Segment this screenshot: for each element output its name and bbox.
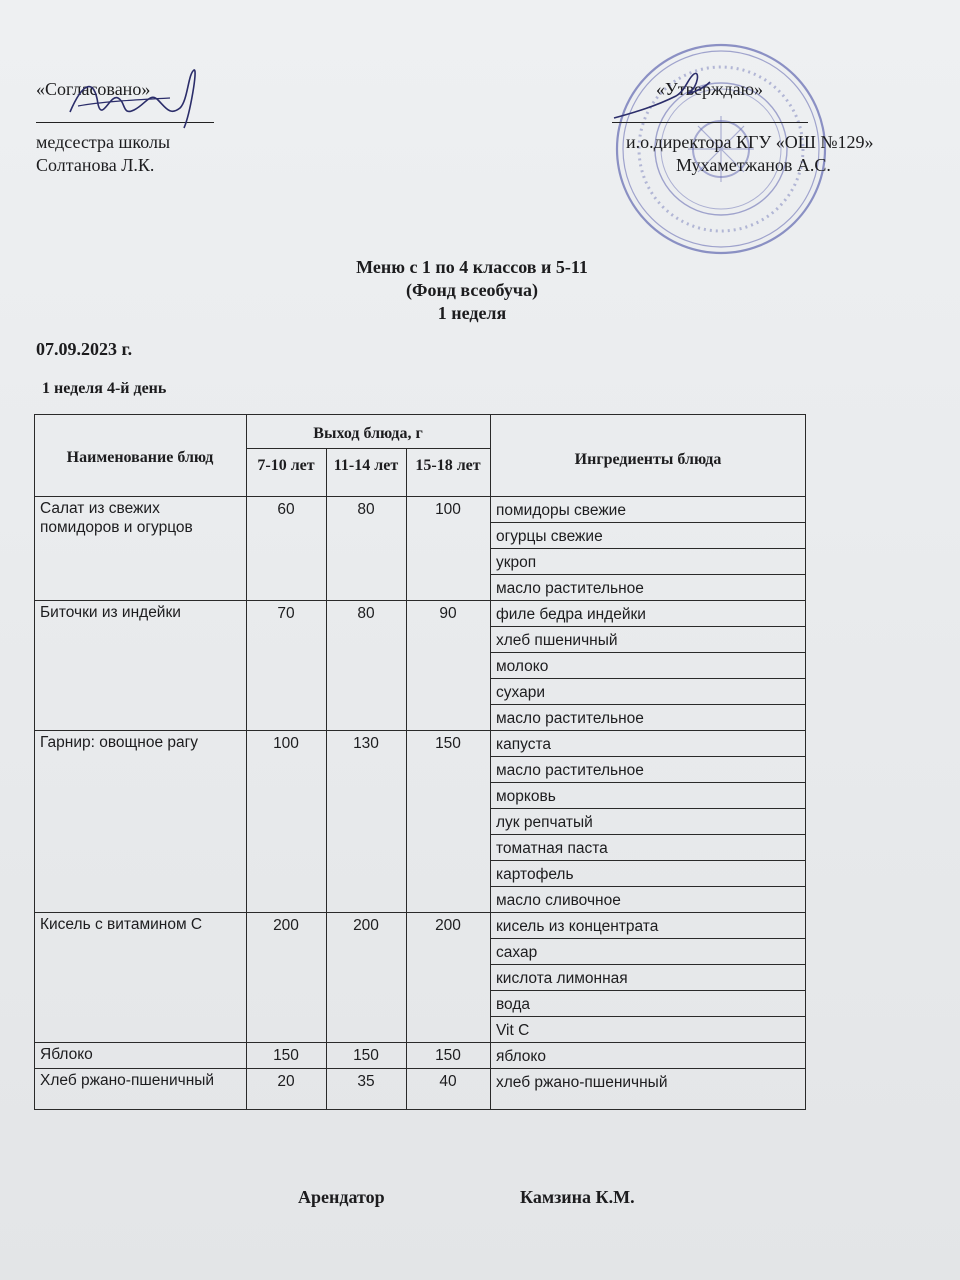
approval-right-position: и.о.директора КГУ «ОШ №129» (626, 132, 874, 152)
ingredient-row-line (490, 652, 806, 653)
ingredient: капуста (496, 736, 552, 753)
ingredient: масло сливочное (496, 892, 621, 909)
table-border-left (34, 414, 35, 1110)
footer-role: Арендатор (298, 1187, 385, 1207)
yield-15-18: 90 (439, 605, 457, 622)
dish-row-line (34, 912, 806, 913)
approval-right-signature (606, 66, 726, 126)
ingredient-row-line (490, 860, 806, 861)
column-divider (490, 414, 491, 1110)
dish-name: Хлеб ржано-пшеничный (40, 1072, 215, 1089)
yield-15-18: 150 (435, 735, 461, 752)
ingredient: вода (496, 996, 531, 1013)
header-age-11-14: 11-14 лет (333, 457, 399, 474)
dish-name: Гарнир: овощное рагу (40, 734, 199, 751)
yield-7-10: 60 (277, 501, 295, 518)
ingredient-row-line (490, 626, 806, 627)
approval-right-name: Мухаметжанов А.С. (676, 155, 831, 175)
dish-name: Яблоко (40, 1046, 93, 1063)
ingredient: филе бедра индейки (496, 606, 646, 623)
table-border-bottom (34, 1109, 806, 1110)
table-border-top (34, 414, 806, 415)
yield-11-14: 150 (353, 1047, 379, 1064)
ingredient-row-line (490, 808, 806, 809)
menu-week: 1 неделя (437, 303, 507, 323)
ingredient: сахар (496, 944, 538, 961)
header-ingredients: Ингредиенты блюда (574, 451, 722, 468)
ingredient-row-line (490, 756, 806, 757)
header-bottom-line (34, 496, 806, 497)
column-divider (406, 448, 407, 1110)
dish-row-line (34, 730, 806, 731)
ingredient: хлеб пшеничный (496, 632, 618, 649)
dish-name: Кисель с витамином С (40, 916, 203, 933)
menu-week-day: 1 неделя 4-й день (42, 380, 167, 397)
footer-name: Камзина К.М. (520, 1187, 635, 1207)
yield-7-10: 100 (273, 735, 299, 752)
ingredient: масло растительное (496, 580, 644, 597)
ingredient: масло растительное (496, 710, 644, 727)
ingredient-row-line (490, 886, 806, 887)
dish-name: Салат из свежих помидоров и огурцов (40, 500, 193, 536)
yield-7-10: 150 (273, 1047, 299, 1064)
ingredient: кисель из концентрата (496, 918, 659, 935)
ingredient-row-line (490, 548, 806, 549)
ingredient: томатная паста (496, 840, 608, 857)
column-divider (326, 448, 327, 1110)
table-border-right (805, 414, 806, 1110)
approval-left-name: Солтанова Л.К. (36, 155, 155, 175)
dish-row-line (34, 1068, 806, 1069)
yield-15-18: 200 (435, 917, 461, 934)
yield-11-14: 35 (357, 1073, 375, 1090)
yield-11-14: 130 (353, 735, 379, 752)
ingredient-row-line (490, 990, 806, 991)
dish-row-line (34, 1042, 806, 1043)
yield-7-10: 20 (277, 1073, 295, 1090)
menu-date: 07.09.2023 г. (36, 339, 133, 359)
yield-7-10: 200 (273, 917, 299, 934)
menu-subtitle: (Фонд всеобуча) (405, 280, 539, 300)
ingredient: лук репчатый (496, 814, 593, 831)
ingredient: сухари (496, 684, 545, 701)
ingredient: хлеб ржано-пшеничный (496, 1074, 668, 1091)
yield-15-18: 40 (439, 1073, 457, 1090)
ingredient: помидоры свежие (496, 502, 626, 519)
menu-title: Меню с 1 по 4 классов и 5-11 (356, 257, 588, 277)
ingredient: кислота лимонная (496, 970, 628, 987)
ingredient: молоко (496, 658, 549, 675)
dish-name: Биточки из индейки (40, 604, 181, 621)
ingredient: укроп (496, 554, 537, 571)
ingredient-row-line (490, 678, 806, 679)
menu-table (34, 414, 806, 1110)
yield-11-14: 200 (353, 917, 379, 934)
ingredient-row-line (490, 522, 806, 523)
approval-left-position: медсестра школы (36, 132, 171, 152)
ingredient-row-line (490, 574, 806, 575)
header-dish-name: Наименование блюд (66, 449, 214, 466)
approval-left-title: «Согласовано» (36, 79, 151, 99)
yield-7-10: 70 (277, 605, 295, 622)
header-age-15-18: 15-18 лет (415, 457, 481, 474)
yield-11-14: 80 (357, 501, 375, 518)
dish-row-line (34, 600, 806, 601)
ingredient-row-line (490, 938, 806, 939)
ingredient: огурцы свежие (496, 528, 603, 545)
ingredient-row-line (490, 964, 806, 965)
ingredient-row-line (490, 704, 806, 705)
approval-left-signature (60, 64, 220, 134)
yield-15-18: 150 (435, 1047, 461, 1064)
ingredient: яблоко (496, 1048, 546, 1065)
ingredient-row-line (490, 834, 806, 835)
approval-right-title: «Утверждаю» (656, 79, 764, 99)
ingredient-row-line (490, 782, 806, 783)
ingredient-row-line (490, 1016, 806, 1017)
ingredient: морковь (496, 788, 556, 805)
ingredient: Vit C (496, 1022, 530, 1039)
yield-15-18: 100 (435, 501, 461, 518)
header-yield-divider (246, 448, 490, 449)
ingredient: картофель (496, 866, 574, 883)
ingredient: масло растительное (496, 762, 644, 779)
header-age-7-10: 7-10 лет (257, 457, 315, 474)
yield-11-14: 80 (357, 605, 375, 622)
header-yield: Выход блюда, г (313, 425, 423, 442)
approval-right-signature-line (612, 122, 808, 123)
